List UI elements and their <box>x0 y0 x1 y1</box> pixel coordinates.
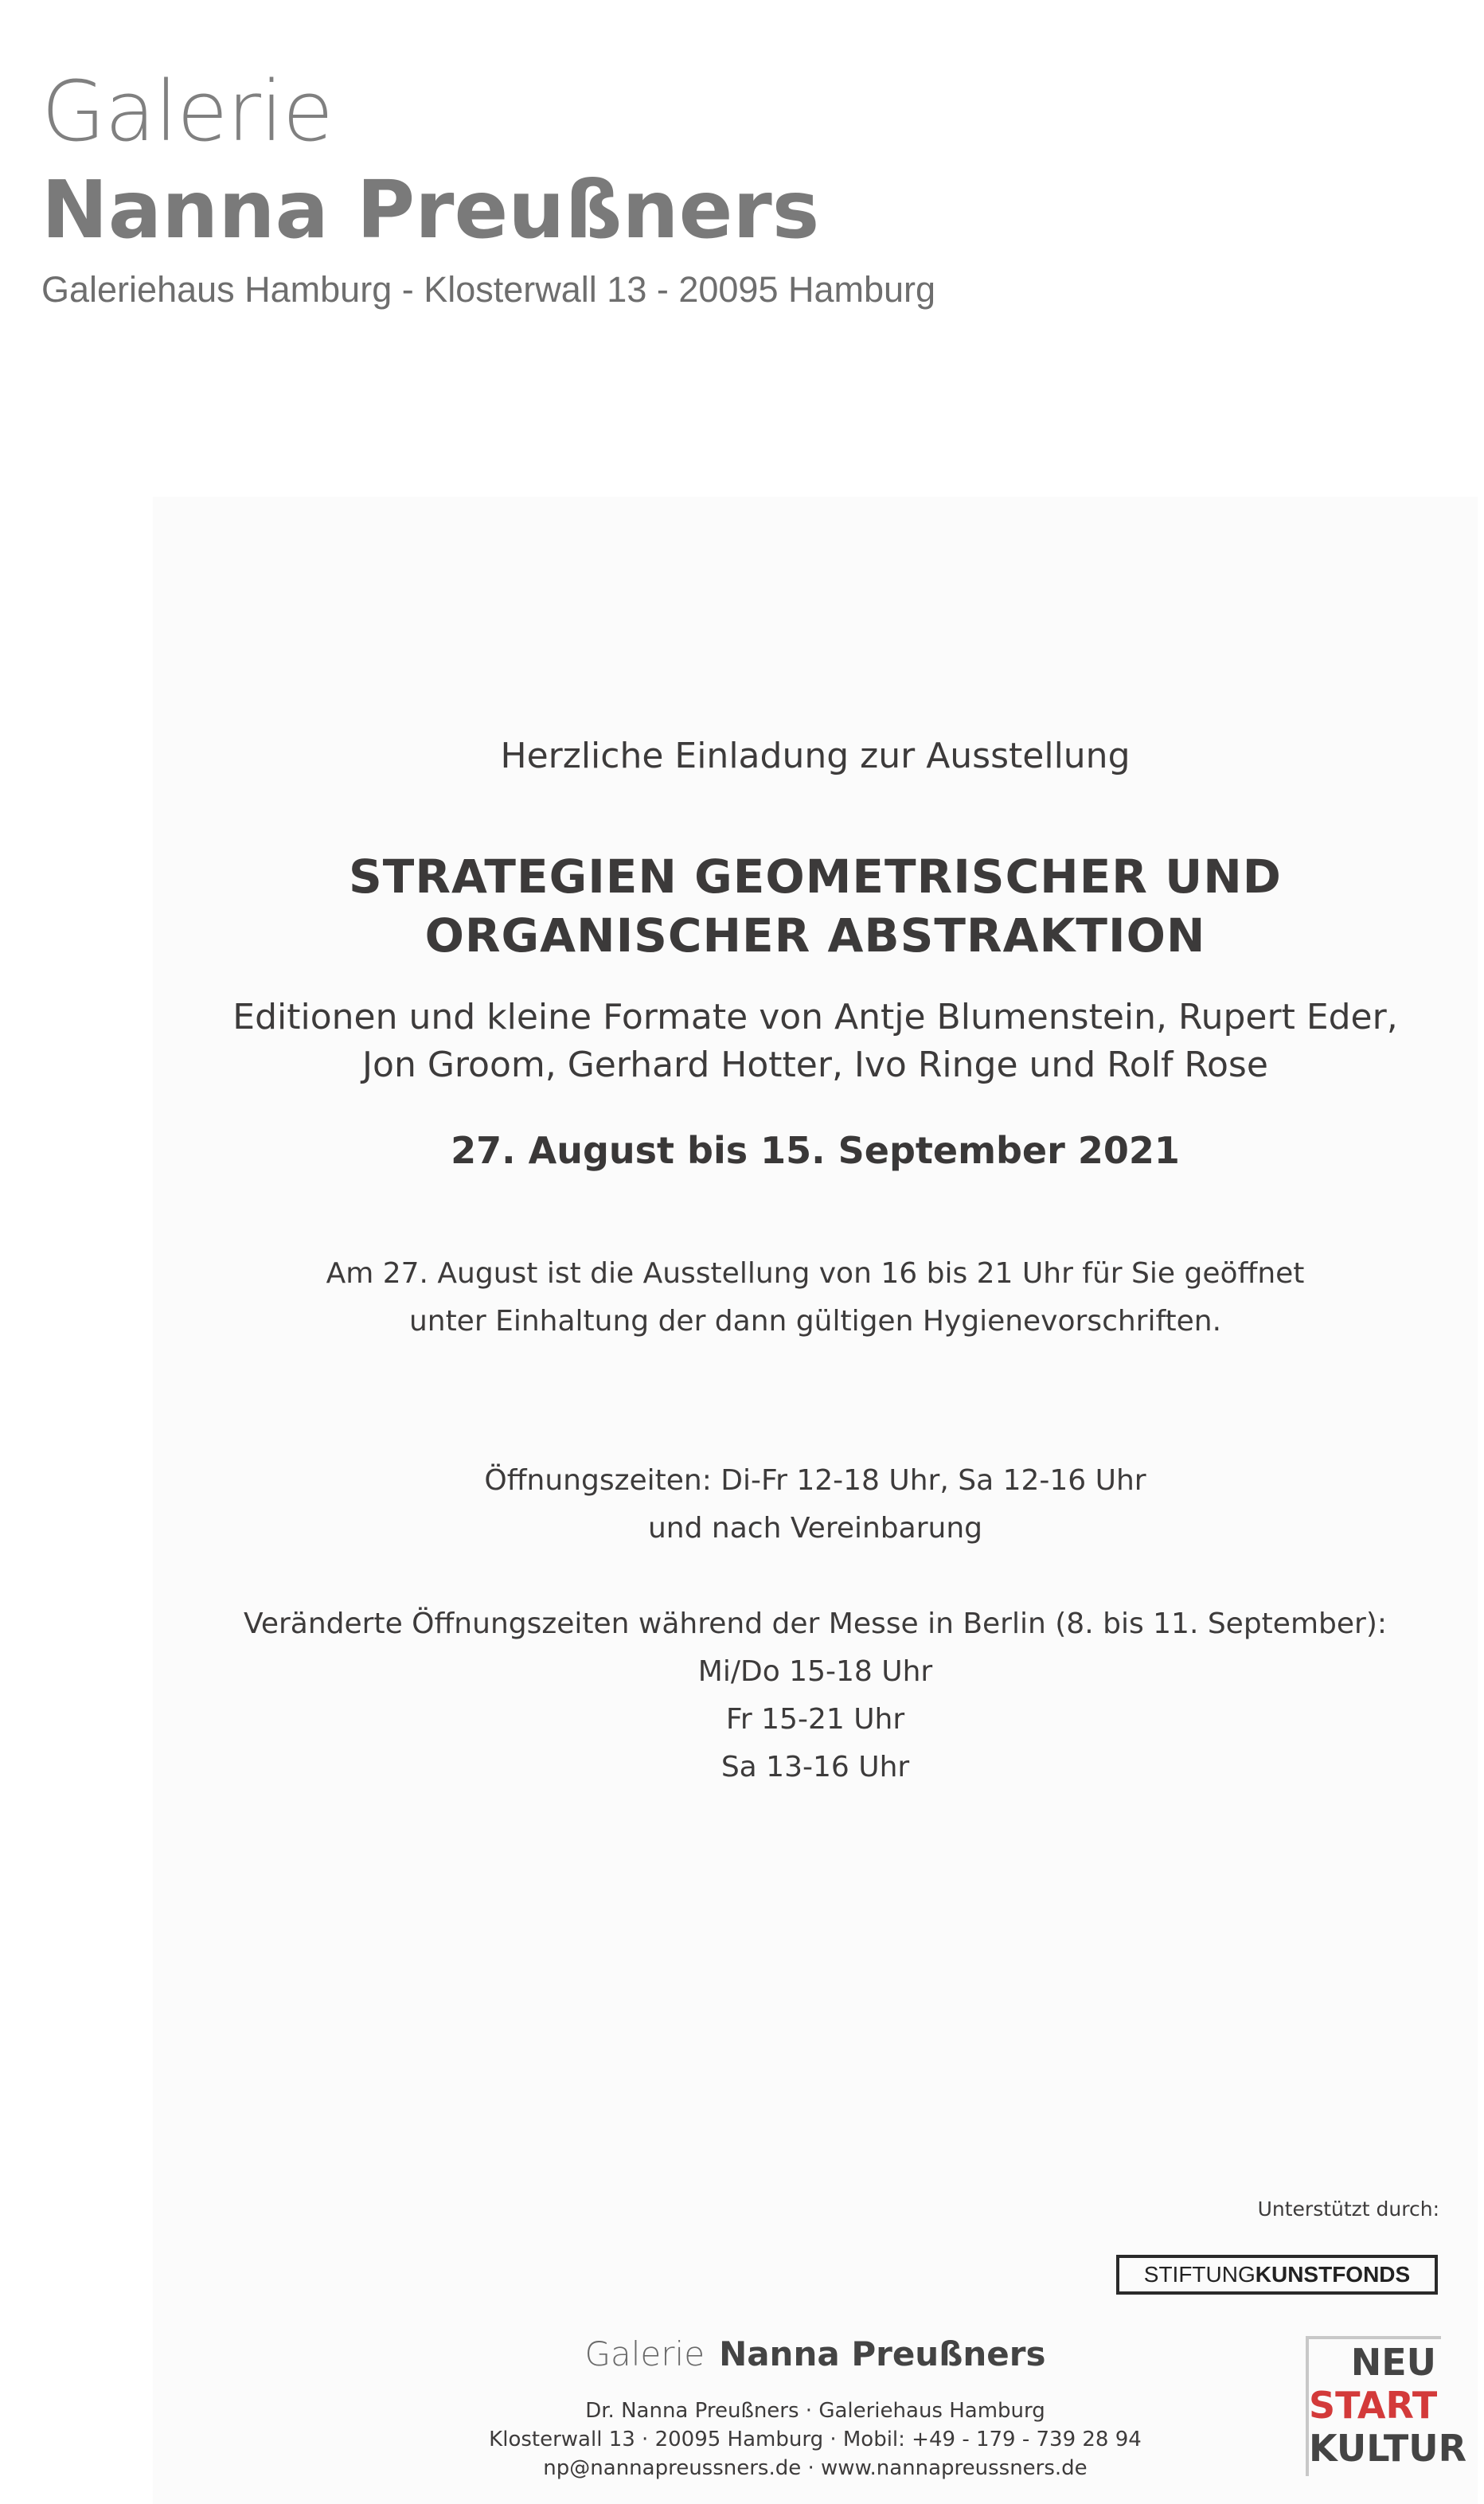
neustart-kultur-logo <box>1306 2336 1467 2476</box>
hours-line: und nach Vereinbarung <box>647 1512 982 1545</box>
neustart-neu: NEU <box>1350 2341 1436 2384</box>
changed-hours <box>153 1600 1478 1791</box>
gallery-address: Galeriehaus Hamburg - Klosterwall 13 - 20095 Hamburg <box>41 269 936 310</box>
hours-line: Öffnungszeiten: Di-Fr 12-18 Uhr, Sa 12-16 Uhr <box>484 1464 1146 1497</box>
gallery-word: Galerie <box>41 63 333 160</box>
neustart-start: START <box>1309 2384 1438 2427</box>
stiftung-kunstfonds-logo <box>1116 2255 1438 2295</box>
exhibition-dates: 27. August bis 15. September 2021 <box>451 1129 1180 1172</box>
footer-gallery-logo <box>153 2334 1478 2373</box>
exhibition-title-line: ORGANISCHER ABSTRAKTION <box>424 908 1206 963</box>
footer-logo-word: Galerie <box>584 2334 705 2373</box>
footer-line: Dr. Nanna Preußners · Galeriehaus Hamburg <box>585 2399 1045 2423</box>
opening-hours <box>153 1457 1478 1553</box>
exhibition-title <box>153 847 1478 965</box>
gallery-header <box>41 64 935 311</box>
artists-list <box>153 994 1478 1089</box>
exhibition-title-line: STRATEGIEN GEOMETRISCHER UND <box>349 850 1282 904</box>
footer-logo-name: Nanna Preußners <box>719 2334 1046 2373</box>
gallery-name: Nanna Preußners <box>41 163 820 256</box>
kunstfonds-text: KUNSTFONDS <box>1255 2262 1411 2287</box>
changed-hours-line: Sa 13-16 Uhr <box>721 1751 910 1783</box>
artists-line: Editionen und kleine Formate von Antje Blumenstein, Rupert Eder, <box>232 997 1398 1037</box>
stiftung-text: STIFTUNG <box>1143 2262 1256 2287</box>
invitation-intro: Herzliche Einladung zur Ausstellung <box>500 736 1131 776</box>
opening-line: unter Einhaltung der dann gültigen Hygienevorschriften. <box>408 1305 1222 1338</box>
neustart-kultur: KULTUR <box>1309 2427 1467 2470</box>
footer-line: Klosterwall 13 · 20095 Hamburg · Mobil: +49 - 179 - 739 28 94 <box>489 2428 1142 2451</box>
footer-line: np@nannapreussners.de · www.nannapreussners.de <box>543 2456 1088 2480</box>
footer-contact <box>153 2397 1478 2483</box>
artists-line: Jon Groom, Gerhard Hotter, Ivo Ringe und Rolf Rose <box>362 1045 1268 1085</box>
opening-line: Am 27. August ist die Ausstellung von 16 bis 21 Uhr für Sie geöffnet <box>326 1257 1305 1290</box>
opening-note <box>153 1250 1478 1346</box>
changed-hours-line: Veränderte Öffnungszeiten während der Messe in Berlin (8. bis 11. September): <box>244 1607 1387 1640</box>
changed-hours-line: Fr 15-21 Uhr <box>725 1703 905 1736</box>
supported-by-label: Unterstützt durch: <box>1257 2197 1439 2221</box>
changed-hours-line: Mi/Do 15-18 Uhr <box>697 1655 933 1688</box>
invitation-card <box>153 497 1478 2504</box>
